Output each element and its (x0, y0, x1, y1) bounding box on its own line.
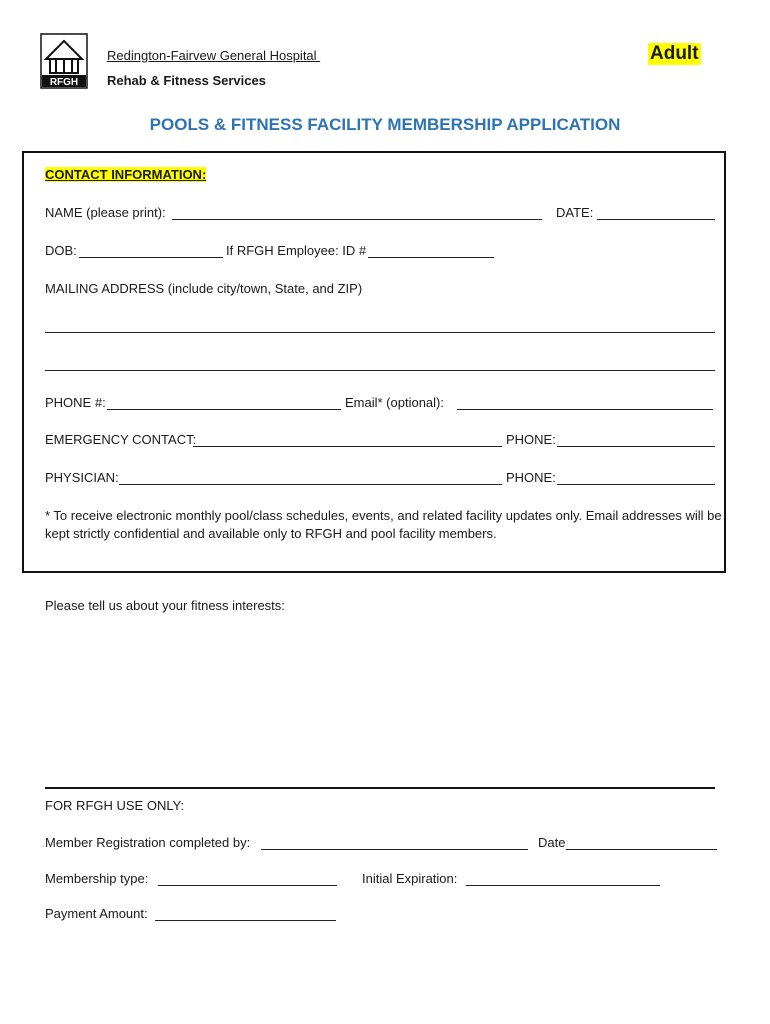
address-line-2[interactable] (45, 357, 715, 371)
hospital-name: Redington-Fairvew General Hospital (107, 48, 321, 63)
employee-id-label: If RFGH Employee: ID # (226, 243, 367, 258)
section-divider (45, 787, 715, 789)
payment-amount-field[interactable] (155, 906, 336, 921)
mailing-address-label: MAILING ADDRESS (include city/town, State, and ZIP) (45, 281, 363, 296)
emergency-phone-label: PHONE: (506, 432, 556, 447)
emergency-phone-field[interactable] (557, 432, 715, 447)
office-date-label: Date (538, 835, 566, 850)
employee-id-field[interactable] (368, 243, 494, 258)
membership-type-field[interactable] (158, 871, 337, 886)
registration-field[interactable] (261, 835, 528, 850)
phone-field[interactable] (107, 395, 341, 410)
form-title: POOLS & FITNESS FACILITY MEMBERSHIP APPLICATION (149, 115, 621, 134)
email-field[interactable] (457, 395, 713, 410)
svg-text:RFGH: RFGH (49, 77, 79, 88)
date-label: DATE: (556, 205, 594, 220)
office-use-heading: FOR RFGH USE ONLY: (45, 798, 185, 813)
address-line-1[interactable] (45, 319, 715, 333)
fitness-interests-label: Please tell us about your fitness interests: (45, 598, 285, 613)
physician-field[interactable] (119, 470, 502, 485)
physician-phone-field[interactable] (557, 470, 715, 485)
fitness-interests-area[interactable] (45, 620, 715, 780)
rfgh-logo (40, 33, 88, 89)
physician-phone-label: PHONE: (506, 470, 556, 485)
initial-expiration-label: Initial Expiration: (362, 871, 458, 886)
membership-type-label: Membership type: (45, 871, 149, 886)
emergency-contact-label: EMERGENCY CONTACT: (45, 432, 197, 447)
phone-label: PHONE #: (45, 395, 106, 410)
dob-field[interactable] (79, 243, 223, 258)
payment-amount-label: Payment Amount: (45, 906, 148, 921)
adult-badge: Adult (650, 43, 699, 64)
emergency-contact-field[interactable] (193, 432, 502, 447)
department-name: Rehab & Fitness Services (107, 73, 266, 88)
office-date-field[interactable] (566, 835, 717, 850)
name-field[interactable] (172, 205, 542, 220)
physician-label: PHYSICIAN: (45, 470, 119, 485)
date-field[interactable] (597, 205, 715, 220)
name-label: NAME (please print): (45, 205, 166, 220)
initial-expiration-field[interactable] (466, 871, 660, 886)
registration-label: Member Registration completed by: (45, 835, 251, 850)
dob-label: DOB: (45, 243, 77, 258)
email-footnote: * To receive electronic monthly pool/class schedules, events, and related facility updates only. Email addresses will be kept strictly confidential and available only to RFGH and pool facility members. (45, 508, 722, 541)
email-label: Email* (optional): (345, 395, 444, 410)
contact-heading: CONTACT INFORMATION: (45, 167, 207, 182)
